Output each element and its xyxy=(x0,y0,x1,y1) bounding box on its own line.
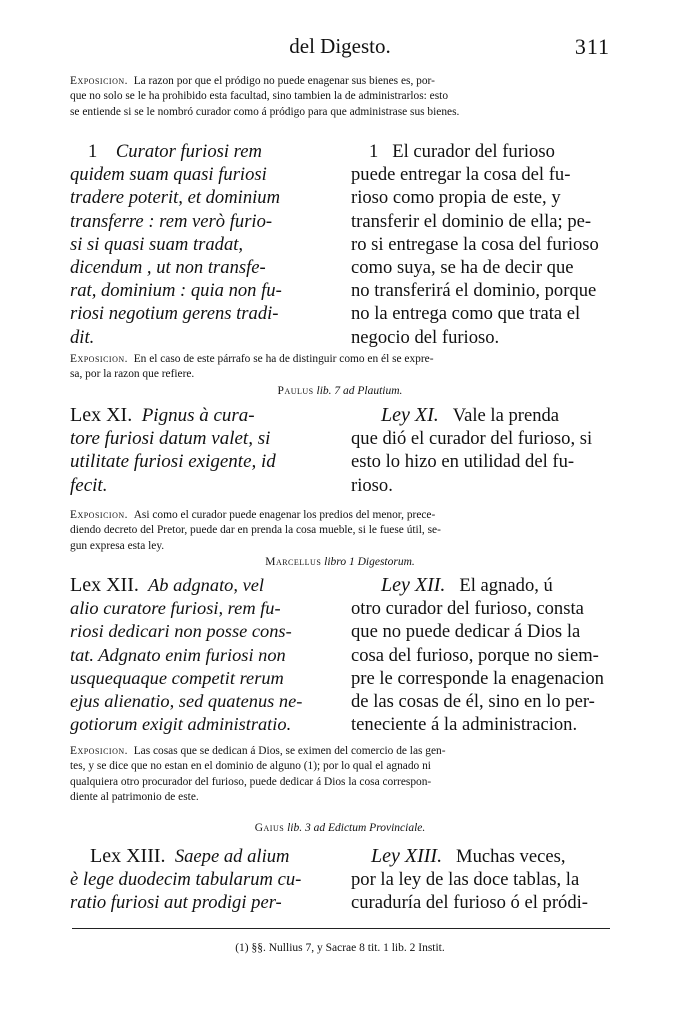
latin-line: riosi dedicari non posse cons- xyxy=(70,621,292,642)
spanish-line: por la ley de las doce tablas, la xyxy=(351,869,580,891)
exposition-label: Exposicion. xyxy=(70,509,128,521)
spanish-line: cosa del furioso, porque no siem- xyxy=(351,644,599,666)
spanish-line: de las cosas de él, sino en lo per- xyxy=(351,691,595,713)
latin-line: transferre : rem verò furio- xyxy=(70,210,273,232)
exposition-line: Exposicion. En el caso de este párrafo se ha de distinguir como en él se expre- xyxy=(70,353,434,365)
latin-line: si si quasi suam tradat, xyxy=(70,233,244,255)
exposition-line: sa, por la razon que refiere. xyxy=(70,368,195,381)
exposition-block xyxy=(70,352,610,383)
running-header xyxy=(70,34,610,64)
spanish-line: transferir el dominio de ella; pe- xyxy=(351,210,592,232)
page-number: 311 xyxy=(574,34,610,59)
latin-line: ratio furiosi aut prodigi per- xyxy=(70,892,282,914)
spanish-line: que no puede dedicar á Dios la xyxy=(351,621,581,643)
latin-line: usquequaque competit rerum xyxy=(70,667,284,688)
spanish-line: 1 El curador del furioso xyxy=(369,141,555,162)
latin-line: Lex XIII. Saepe ad alium xyxy=(90,845,290,867)
source-work: lib. 3 ad Edictum Provinciale. xyxy=(287,822,426,834)
exposition-line: gun expresa esta ley. xyxy=(70,539,165,552)
latin-line: dit. xyxy=(70,326,95,348)
spanish-column xyxy=(351,140,614,349)
exposition-line: se entiende si se le nombró curador como á pródigo para que administrase sus bienes. xyxy=(70,105,460,118)
latin-column xyxy=(70,845,333,915)
spanish-line: rioso. xyxy=(351,474,393,496)
spanish-line: que dió el curador del furioso, si xyxy=(351,428,593,450)
latin-line: gotiorum exigit administratio. xyxy=(70,714,292,735)
latin-line: tradere poterit, et dominium xyxy=(70,187,281,209)
source-citation xyxy=(70,556,610,568)
spanish-line: Ley XI. Vale la prenda xyxy=(381,404,560,426)
latin-column xyxy=(70,140,333,349)
spanish-line: esto lo hizo en utilidad del fu- xyxy=(351,451,575,473)
latin-line: quidem suam quasi furiosi xyxy=(70,164,267,186)
exposition-line: Exposicion. La razon por que el pródigo no puede enagenar sus bienes es, por- xyxy=(70,75,435,87)
latin-column xyxy=(70,404,333,497)
law-heading: Lex XII. xyxy=(70,574,139,596)
law-heading: Ley XII. xyxy=(381,574,446,596)
latin-line: tat. Adgnato enim furiosi non xyxy=(70,644,286,665)
paragraph-number: 1 xyxy=(88,141,98,162)
spanish-line: negocio del furioso. xyxy=(351,326,500,348)
exposition-line: diente al patrimonio de este. xyxy=(70,791,199,804)
source-author: Gaius xyxy=(254,822,285,834)
exposition-line: diendo decreto del Pretor, puede dar en prenda la cosa mueble, si le fuese útil, se- xyxy=(70,524,441,537)
exposition-line: que no solo se le ha prohibido esta facultad, sino tambien la de administrarlos: esto xyxy=(70,90,449,103)
latin-line: Lex XII. Ab adgnato, vel xyxy=(70,574,265,596)
latin-line: è lege duodecim tabularum cu- xyxy=(70,869,302,891)
latin-line: utilitate furiosi exigente, id xyxy=(70,451,276,473)
spanish-line: puede entregar la cosa del fu- xyxy=(351,164,571,186)
spanish-line: rioso como propia de este, y xyxy=(351,187,561,209)
law-heading: Lex XI. xyxy=(70,404,133,426)
spanish-line: Ley XIII. Muchas veces, xyxy=(371,845,566,867)
latin-line: 1 Curator furiosi rem xyxy=(88,141,262,162)
latin-line: rat, dominium : quia non fu- xyxy=(70,280,282,302)
exposition-label: Exposicion. xyxy=(70,353,128,365)
spanish-line: Ley XII. El agnado, ú xyxy=(381,574,553,596)
source-citation xyxy=(70,385,610,397)
spanish-line: teneciente á la administracion. xyxy=(351,714,578,736)
exposition-line: Exposicion. Las cosas que se dedican á Dios, se eximen del comercio de las gen- xyxy=(70,745,446,757)
latin-line: dicendum , ut non transfe- xyxy=(70,257,266,279)
spanish-line: no transferirá el dominio, porque xyxy=(351,280,597,302)
page-title: del Digesto. xyxy=(289,34,391,58)
exposition-line: Exposicion. Asi como el curador puede enagenar los predios del menor, prece- xyxy=(70,509,436,521)
latin-line: Lex XI. Pignus à cura- xyxy=(70,404,255,426)
law-heading: Lex XIII. xyxy=(90,845,166,867)
latin-column xyxy=(70,574,333,736)
footnote: (1) §§. Nullius 7, y Sacrae 8 tit. 1 lib. 2 Instit. xyxy=(235,942,445,954)
spanish-line: curaduría del furioso ó el pródi- xyxy=(351,892,588,914)
exposition-label: Exposicion. xyxy=(70,745,128,757)
latin-line: riosi negotium gerens tradi- xyxy=(70,303,279,325)
law-heading: Ley XIII. xyxy=(371,845,443,867)
spanish-column xyxy=(351,404,614,497)
exposition-block xyxy=(70,74,610,120)
source-author: Paulus xyxy=(277,385,314,397)
spanish-line: ro si entregase la cosa del furioso xyxy=(351,233,599,255)
source-author: Marcellus xyxy=(265,556,322,568)
exposition-label: Exposicion. xyxy=(70,75,128,87)
spanish-column xyxy=(351,845,614,915)
latin-line: fecit. xyxy=(70,474,108,496)
spanish-line: otro curador del furioso, consta xyxy=(351,598,584,620)
paragraph-number: 1 xyxy=(369,141,379,162)
source-work: lib. 7 ad Plautium. xyxy=(316,385,403,397)
latin-line: ejus alienatio, sed quatenus ne- xyxy=(70,691,303,712)
latin-line: tore furiosi datum valet, si xyxy=(70,428,271,450)
exposition-block xyxy=(70,744,610,806)
spanish-line: pre le corresponde la enagenacion xyxy=(351,667,604,689)
spanish-line: no la entrega como que trata el xyxy=(351,303,581,325)
latin-line: alio curatore furiosi, rem fu- xyxy=(70,598,281,619)
exposition-block xyxy=(70,508,610,554)
source-work: libro 1 Digestorum. xyxy=(324,556,415,568)
spanish-column xyxy=(351,574,614,736)
footnote-divider xyxy=(72,928,610,929)
law-heading: Ley XI. xyxy=(381,404,439,426)
exposition-line: qualquiera otro procurador del furioso, puede dedicar á Dios la cosa correspon- xyxy=(70,775,432,788)
spanish-line: como suya, se ha de decir que xyxy=(351,257,574,279)
source-citation xyxy=(70,822,610,834)
exposition-line: tes, y se dice que no estan en el dominio de alguno (1); por lo qual el agnado ni xyxy=(70,760,431,773)
